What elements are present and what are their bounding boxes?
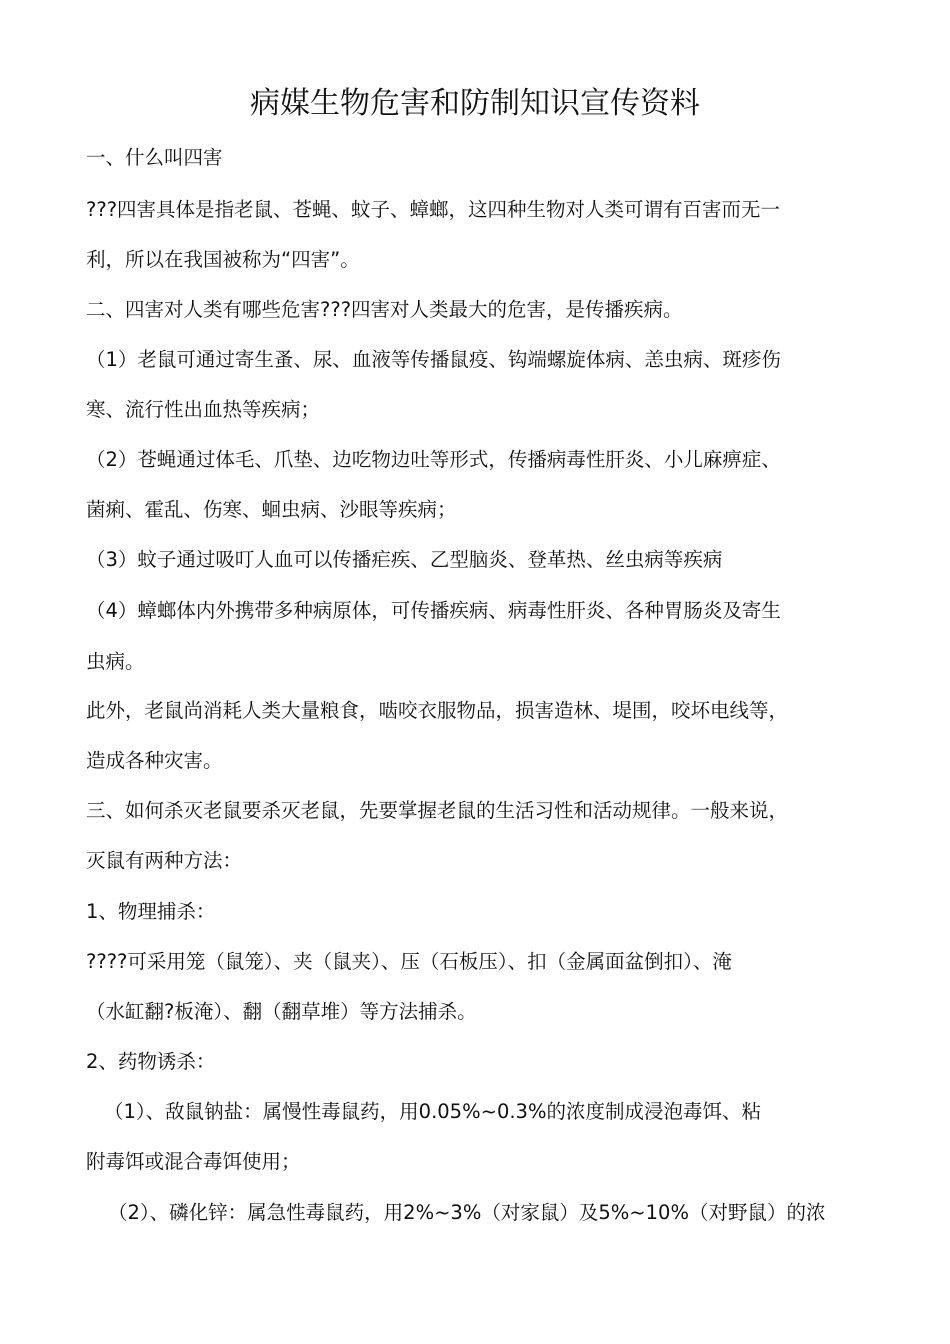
list-item: （2）苍蝇通过体毛、爪垫、边吃物边吐等形式，传播病毒性肝炎、小儿麻痹症、 [86, 448, 781, 471]
paragraph-line: ????可采用笼（鼠笼）、夹（鼠夹）、压（石板压）、扣（金属面盆倒扣）、淹 [86, 950, 732, 973]
paragraph-line: 灭鼠有两种方法： [86, 849, 243, 872]
paragraph-line: 造成各种灾害。 [86, 749, 223, 772]
paragraph-line: 寒、流行性出血热等疾病； [86, 398, 321, 421]
list-item: （4）蟑螂体内外携带多种病原体，可传播疾病、病毒性肝炎、各种胃肠炎及寄生 [86, 599, 781, 622]
paragraph-line: 利，所以在我国被称为“四害”。 [86, 248, 360, 271]
list-item: （1）老鼠可通过寄生蚤、尿、血液等传播鼠疫、钩端螺旋体病、恙虫病、斑疹伤 [86, 348, 781, 371]
section-heading: 二、四害对人类有哪些危害???四害对人类最大的危害，是传播疾病。 [86, 298, 683, 321]
paragraph-line: 附毒饵或混合毒饵使用； [86, 1150, 301, 1173]
paragraph-line: 此外，老鼠尚消耗人类大量粮食，啮咬衣服物品，损害造林、堤围，咬坏电线等， [86, 699, 789, 722]
paragraph-line: 菌痢、霍乱、伤寒、蛔虫病、沙眼等疾病； [86, 498, 457, 521]
paragraph-line: 虫病。 [86, 650, 145, 673]
list-item: （2）、磷化锌：属急性毒鼠药，用2%~3%（对家鼠）及5%~10%（对野鼠）的浓 [108, 1201, 826, 1224]
section-heading: 一、什么叫四害 [86, 146, 223, 169]
list-item: （1）、敌鼠钠盐：属慢性毒鼠药，用0.05%~0.3%的浓度制成浸泡毒饵、粘 [104, 1100, 761, 1123]
paragraph-line: ???四害具体是指老鼠、苍蝇、蚊子、蟑螂，这四种生物对人类可谓有百害而无一 [86, 198, 781, 221]
page-title: 病媒生物危害和防制知识宣传资料 [250, 86, 700, 121]
list-item: （3）蚊子通过吸叮人血可以传播疟疾、乙型脑炎、登革热、丝虫病等疾病 [86, 548, 723, 571]
subsection-heading: 2、药物诱杀： [86, 1050, 216, 1073]
section-heading: 三、如何杀灭老鼠要杀灭老鼠，先要掌握老鼠的生活习性和活动规律。一般来说， [86, 799, 789, 822]
subsection-heading: 1、物理捕杀： [86, 900, 216, 923]
paragraph-line: （水缸翻?板淹）、翻（翻草堆）等方法捕杀。 [86, 1000, 477, 1023]
